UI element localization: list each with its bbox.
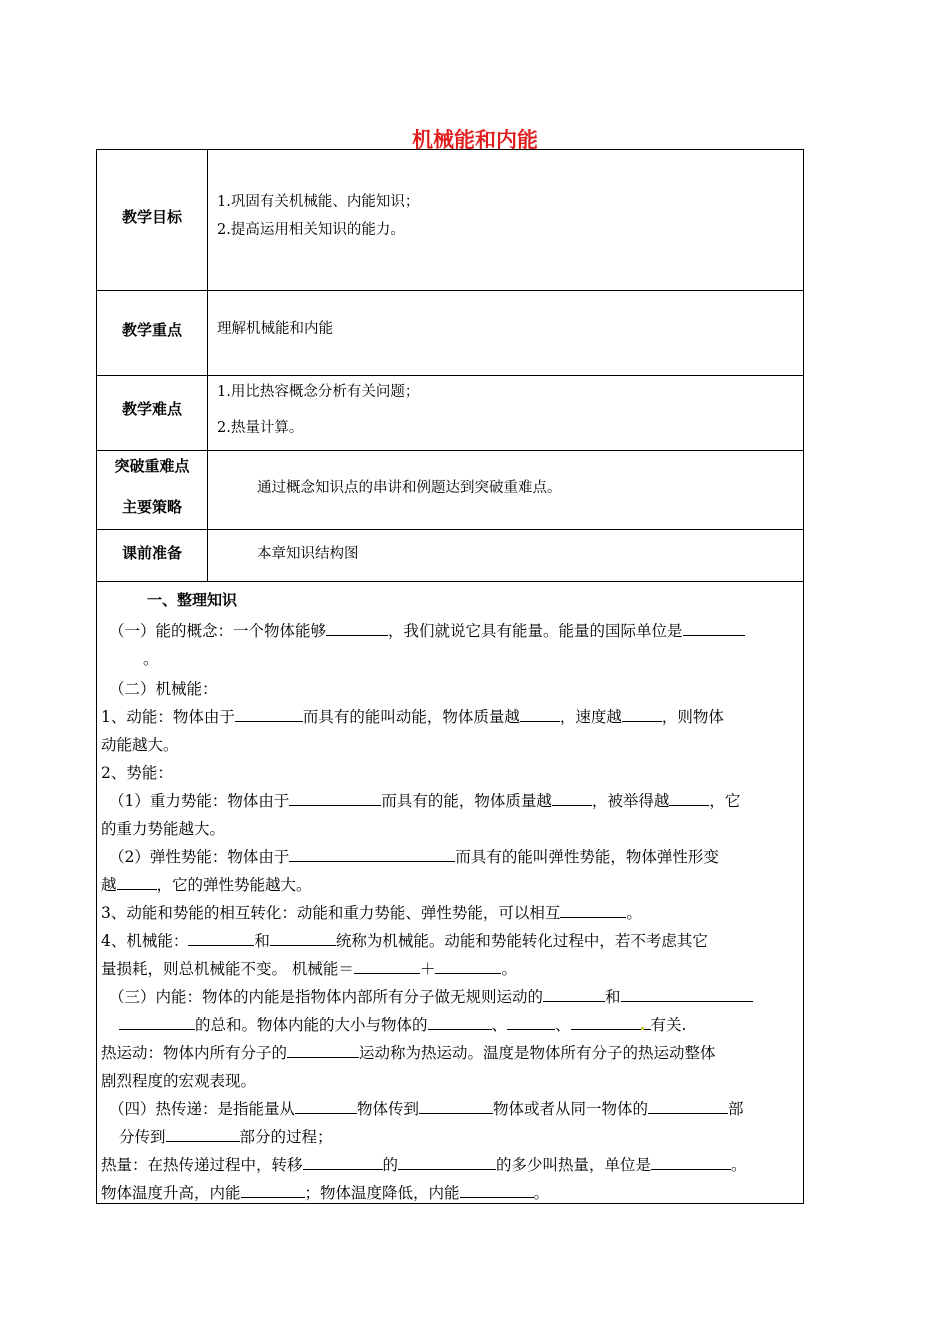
row-label-strategy-1: 突破重难点 [114,457,190,475]
knowledge-line: （二）机械能： [109,680,218,698]
section-heading: 一、整理知识 [147,591,238,609]
row-label-preparation: 课前准备 [121,544,182,562]
lesson-plan-table [96,149,804,1204]
knowledge-line: 。 [143,650,159,668]
strategy-line-1: 通过概念知识点的串讲和例题达到突破重难点。 [257,480,562,496]
row-divider [97,450,803,451]
knowledge-line: （四）热传递：是指能量从 物体传到 物体或者从同一物体的 部 [109,1100,744,1118]
row-divider [97,290,803,291]
goals-line-2: 2.提高运用相关知识的能力。 [217,222,405,238]
knowledge-line: 物体温度升高，内能 ；物体温度降低，内能 。 [101,1184,550,1202]
knowledge-line: 分传到 部分的过程； [119,1128,333,1146]
knowledge-line: 热量：在热传递过程中，转移 的 的多少叫热量，单位是 。 [101,1156,747,1174]
knowledge-line: 越 ，它的弹性势能越大。 [101,876,312,894]
knowledge-line: （1）重力势能：物体由于 而具有的能，物体质量越 ，被举得越 ，它 [109,792,741,810]
row-label-goals: 教学目标 [121,208,182,226]
row-label-keypoints: 教学重点 [121,321,182,339]
row-divider [97,581,803,582]
knowledge-line: 4、机械能： 和 统称为机械能。动能和势能转化过程中，若不考虑其它 [101,932,708,950]
preparation-line-1: 本章知识结构图 [257,546,359,562]
difficulties-line-2: 2.热量计算。 [217,420,304,436]
row-divider [97,529,803,530]
keypoints-line-1: 理解机械能和内能 [217,321,333,337]
mark-dot [641,1027,644,1030]
row-label-strategy-2: 主要策略 [121,498,182,516]
knowledge-line: （一）能的概念：一个物体能够 ，我们就说它具有能量。能量的国际单位是 [109,619,745,641]
knowledge-line: 2、势能： [101,764,173,782]
knowledge-line: 的重力势能越大。 [101,820,226,838]
page-title: 机械能和内能 [412,128,538,152]
column-divider [207,150,208,581]
row-divider [97,375,803,376]
row-label-difficulties: 教学难点 [121,400,182,418]
knowledge-line: 剧烈程度的宏观表现。 [101,1072,257,1090]
knowledge-line: 1、动能：物体由于 而具有的能叫动能，物体质量越 ，速度越 ，则物体 [101,708,724,726]
knowledge-line: 3、动能和势能的相互转化：动能和重力势能、弹性势能，可以相互 。 [101,904,642,922]
goals-line-1: 1.巩固有关机械能、内能知识； [217,194,420,210]
knowledge-line: （三）内能：物体的内能是指物体内部所有分子做无规则运动的 和 [109,985,753,1007]
knowledge-line: （2）弹性势能：物体由于 而具有的能叫弹性势能，物体弹性形变 [109,848,719,866]
knowledge-line: 动能越大。 [101,736,179,754]
difficulties-line-1: 1.用比热容概念分析有关问题； [217,384,420,400]
knowledge-line: 的总和。物体内能的大小与物体的 、 、 有关. [119,1013,686,1035]
knowledge-line: 量损耗，则总机械能不变。 机械能＝ ＋ 。 [101,960,517,978]
knowledge-line: 热运动：物体内所有分子的 运动称为热运动。温度是物体所有分子的热运动整体 [101,1044,716,1062]
